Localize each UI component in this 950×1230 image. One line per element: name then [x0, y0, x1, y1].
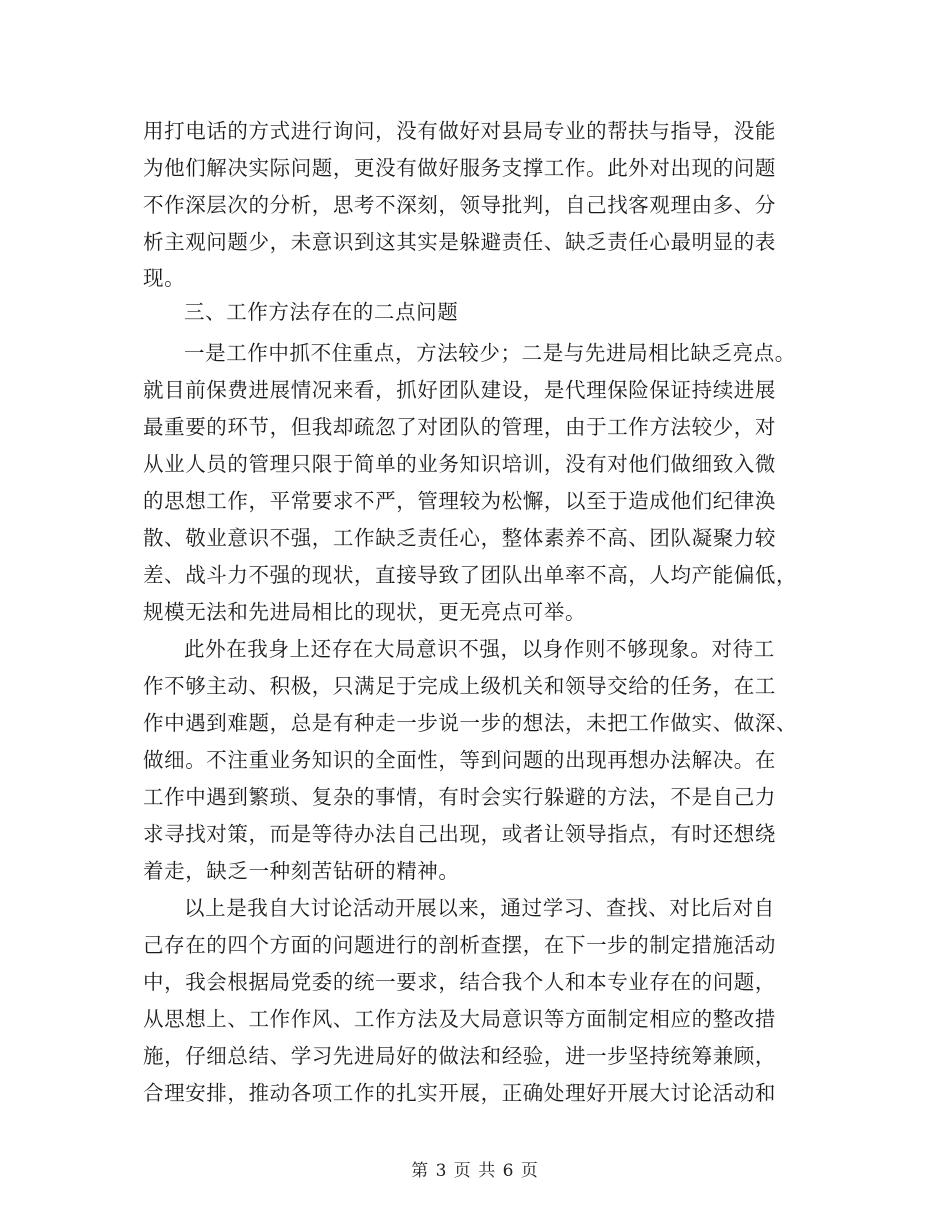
paragraph-line: 为他们解决实际问题，更没有做好服务支撑工作。此外对出现的问题: [143, 156, 776, 180]
paragraph-line: 就目前保费进展情况来看，抓好团队建设，是代理保险保证持续进展: [143, 378, 776, 402]
paragraph-line: 中，我会根据局党委的统一要求，结合我个人和本专业存在的问题，: [143, 970, 776, 994]
paragraph-line: 作不够主动、积极，只满足于完成上级机关和领导交给的任务，在工: [143, 674, 776, 698]
paragraph-line: 散、敬业意识不强，工作缺乏责任心，整体素养不高、团队凝聚力较: [143, 526, 776, 550]
paragraph-line: 施，仔细总结、学习先进局好的做法和经验，进一步坚持统筹兼顾，: [143, 1044, 776, 1068]
paragraph-line: 的思想工作，平常要求不严，管理较为松懈，以至于造成他们纪律涣: [143, 489, 776, 513]
paragraph-line: 析主观问题少，未意识到这其实是躲避责任、缺乏责任心最明显的表: [143, 230, 776, 254]
paragraph-line: 合理安排，推动各项工作的扎实开展，正确处理好开展大讨论活动和: [143, 1081, 776, 1105]
paragraph-line: 用打电话的方式进行询问，没有做好对县局专业的帮扶与指导，没能: [143, 119, 776, 143]
paragraph-line: 规模无法和先进局相比的现状，更无亮点可举。: [143, 600, 587, 624]
paragraph-line: 最重要的环节，但我却疏忽了对团队的管理，由于工作方法较少，对: [143, 415, 776, 439]
paragraph-line: 从思想上、工作作风、工作方法及大局意识等方面制定相应的整改措: [143, 1007, 776, 1031]
section-heading: 三、工作方法存在的二点问题: [184, 300, 459, 324]
paragraph-line: 一是工作中抓不住重点，方法较少；二是与先进局相比缺乏亮点。: [184, 341, 796, 365]
paragraph-line: 现。: [143, 266, 186, 290]
page-number-footer: 第 3 页 共 6 页: [411, 1161, 539, 1181]
paragraph-line: 己存在的四个方面的问题进行的剖析查摆，在下一步的制定措施活动: [143, 933, 776, 957]
paragraph-line: 差、战斗力不强的现状，直接导致了团队出单率不高，人均产能偏低，: [143, 563, 798, 587]
paragraph-line: 此外在我身上还存在大局意识不强，以身作则不够现象。对待工: [184, 637, 775, 661]
paragraph-line: 以上是我自大讨论活动开展以来，通过学习、查找、对比后对自: [184, 896, 775, 920]
paragraph-line: 求寻找对策，而是等待办法自己出现，或者让领导指点，有时还想绕: [143, 822, 776, 846]
paragraph-line: 从业人员的管理只限于简单的业务知识培训，没有对他们做细致入微: [143, 452, 776, 476]
paragraph-line: 工作中遇到繁琐、复杂的事情，有时会实行躲避的方法，不是自己力: [143, 785, 776, 809]
paragraph-line: 作中遇到难题，总是有种走一步说一步的想法，未把工作做实、做深、: [143, 711, 798, 735]
paragraph-line: 着走，缺乏一种刻苦钻研的精神。: [143, 859, 460, 883]
paragraph-line: 做细。不注重业务知识的全面性，等到问题的出现再想办法解决。在: [143, 748, 776, 772]
paragraph-line: 不作深层次的分析，思考不深刻，领导批判，自己找客观理由多、分: [143, 193, 776, 217]
